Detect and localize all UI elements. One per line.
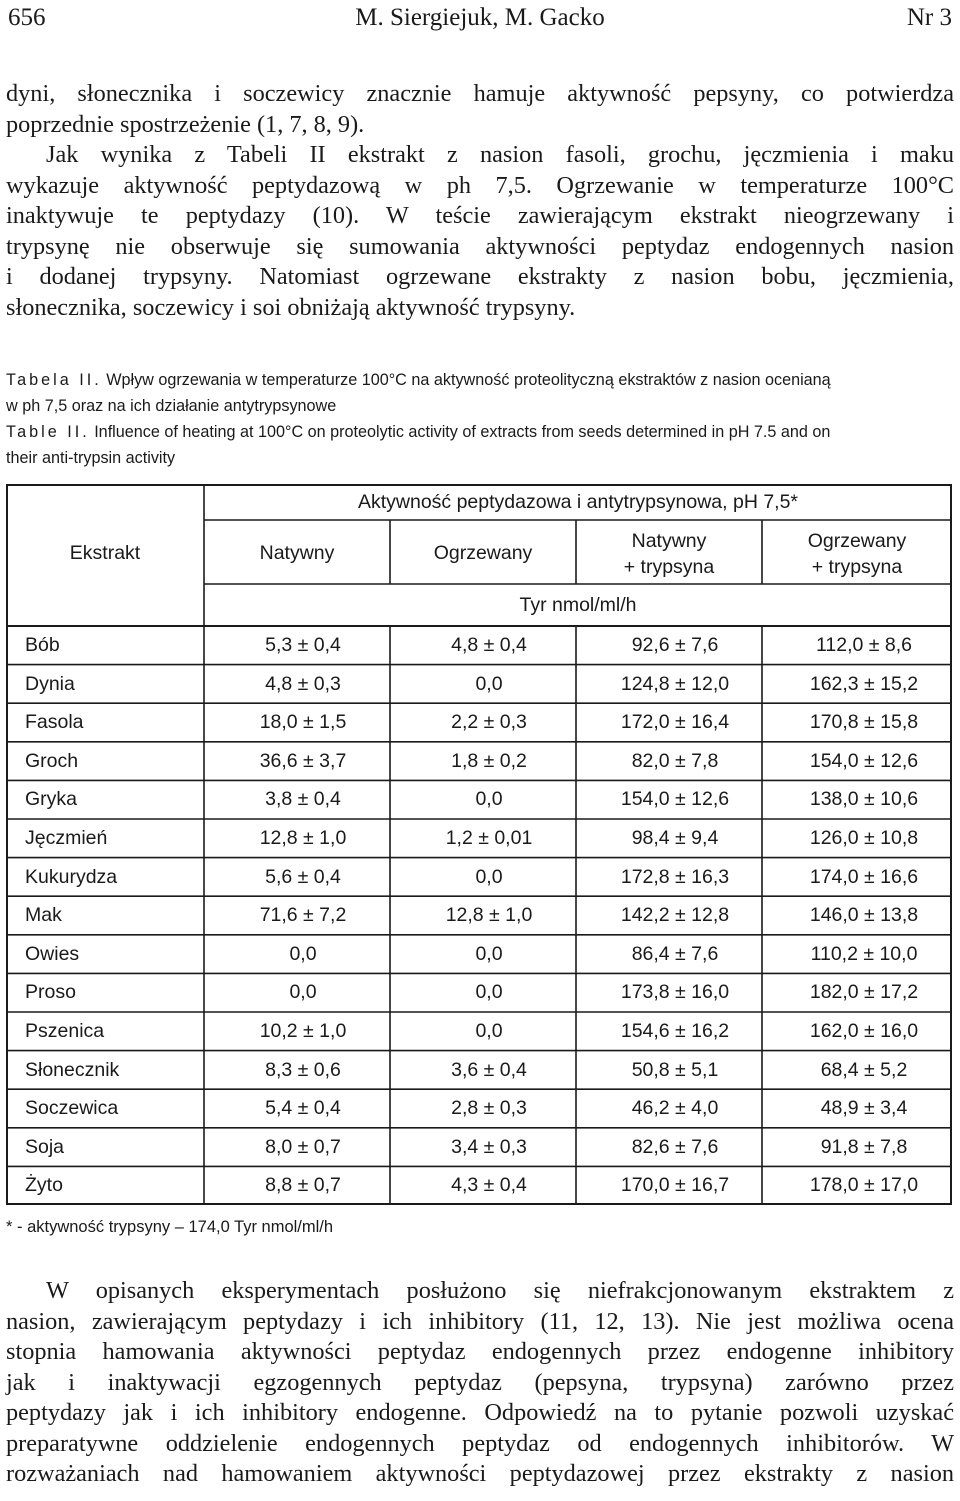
col-header-extract: Ekstrakt xyxy=(69,542,141,564)
cell-heated: 4,3 ± 0,4 xyxy=(451,1174,527,1197)
cell-native: 8,0 ± 0,7 xyxy=(265,1135,341,1158)
table-row xyxy=(6,819,952,858)
row-extract-name: Fasola xyxy=(25,711,84,734)
cell-heated-trypsin: 138,0 ± 10,6 xyxy=(809,788,919,811)
table-row xyxy=(6,896,952,935)
table-row xyxy=(6,742,952,781)
cell-native-trypsin: 172,0 ± 16,4 xyxy=(620,711,730,734)
row-extract-name: Gryka xyxy=(25,788,78,811)
col-header-heated-trypsin xyxy=(762,528,952,580)
col-header-heated-trypsin-line1: Ogrzewany xyxy=(807,530,907,552)
text-line: rozważaniach nad hamowaniem aktywności peptydazowej przez ekstrakty z nasion xyxy=(6,1460,954,1487)
table-row xyxy=(6,858,952,897)
text-line: poprzednie spostrzeżenie (1, 7, 8, 9). xyxy=(6,110,365,138)
cell-heated: 0,0 xyxy=(475,942,503,965)
col-header-heated-trypsin-line2: + trypsyna xyxy=(811,556,903,578)
cell-native-trypsin: 173,8 ± 16,0 xyxy=(620,981,730,1004)
cell-native: 12,8 ± 1,0 xyxy=(259,827,347,849)
unit-header: Tyr nmol/ml/h xyxy=(519,594,637,616)
row-extract-name: Soczewica xyxy=(25,1097,119,1120)
row-extract-name: Groch xyxy=(25,749,79,772)
cell-heated-trypsin: 170,8 ± 15,8 xyxy=(809,711,919,734)
table-row xyxy=(6,1166,952,1205)
cell-heated-trypsin: 162,0 ± 16,0 xyxy=(809,1020,919,1042)
cell-heated-trypsin: 48,9 ± 3,4 xyxy=(820,1097,908,1120)
cell-native: 5,3 ± 0,4 xyxy=(265,634,341,656)
row-extract-name: Dynia xyxy=(25,672,75,695)
cell-heated-trypsin: 112,0 ± 8,6 xyxy=(816,634,912,656)
page-number: 656 xyxy=(8,4,46,31)
issue-number: Nr 3 xyxy=(906,4,952,31)
cell-native-trypsin: 86,4 ± 7,6 xyxy=(631,942,719,965)
cell-native-trypsin: 142,2 ± 12,8 xyxy=(620,904,730,927)
cell-native-trypsin: 124,8 ± 12,0 xyxy=(620,672,730,695)
text-line: Jak wynika z Tabeli II ekstrakt z nasion fasoli, grochu, jęczmienia i maku xyxy=(46,141,954,168)
cell-heated: 3,6 ± 0,4 xyxy=(451,1058,527,1081)
col-header-group: Aktywność peptydazowa i antytrypsynowa, pH 7,5* xyxy=(357,491,799,513)
caption-en-line xyxy=(6,419,954,445)
col-header-native-trypsin-line1: Natywny xyxy=(631,530,707,552)
row-extract-name: Jęczmień xyxy=(25,827,108,849)
running-head xyxy=(8,0,952,36)
cell-native: 4,8 ± 0,3 xyxy=(265,672,341,695)
cell-native: 36,6 ± 3,7 xyxy=(259,749,347,772)
cell-native-trypsin: 82,6 ± 7,6 xyxy=(631,1135,719,1158)
cell-heated-trypsin: 182,0 ± 17,2 xyxy=(809,981,919,1004)
caption-en-line2: their anti-trypsin activity xyxy=(6,449,176,467)
text-line: dyni, słonecznika i soczewicy znacznie hamuje aktywność pepsyny, co potwierdza xyxy=(6,80,954,107)
text-line: W opisanych eksperymentach posłużono się niefrakcjonowanym ekstraktem z xyxy=(46,1277,954,1304)
col-header-native-trypsin xyxy=(576,528,762,580)
table-row xyxy=(6,665,952,704)
text-line: peptydazy jak i ich inhibitory endogenne. Odpowiedź na to pytanie pozwoli uzyskać xyxy=(6,1399,954,1426)
col-header-native-trypsin-line2: + trypsyna xyxy=(623,556,715,578)
table-row xyxy=(6,626,952,665)
cell-native: 0,0 xyxy=(289,942,317,965)
cell-native: 5,4 ± 0,4 xyxy=(265,1097,341,1120)
text-line: preparatywne oddzielenie endogennych peptydaz od endogennych inhibitorów. W xyxy=(6,1429,954,1457)
table-row xyxy=(6,1128,952,1167)
body-paragraph xyxy=(6,1276,954,1490)
cell-heated: 0,0 xyxy=(475,672,503,695)
cell-native-trypsin: 46,2 ± 4,0 xyxy=(631,1097,719,1120)
table-caption xyxy=(6,367,954,471)
table-row xyxy=(6,780,952,819)
text-line: inaktywuje te peptydazy (10). W teście zawierającym ekstrakt nieogrzewany i xyxy=(6,202,954,229)
row-extract-name: Pszenica xyxy=(25,1020,105,1042)
cell-native: 71,6 ± 7,2 xyxy=(259,904,347,927)
caption-en-text: Influence of heating at 100°C on proteolytic activity of extracts from seeds determined in pH 7.5 and on xyxy=(94,423,831,441)
table-row xyxy=(6,935,952,974)
cell-native: 3,8 ± 0,4 xyxy=(265,788,341,811)
cell-native-trypsin: 82,0 ± 7,8 xyxy=(631,749,719,772)
cell-heated-trypsin: 178,0 ± 17,0 xyxy=(809,1174,919,1197)
cell-native-trypsin: 154,6 ± 16,2 xyxy=(620,1020,730,1042)
row-extract-name: Proso xyxy=(25,981,76,1004)
cell-heated: 1,8 ± 0,2 xyxy=(451,749,527,772)
table-row xyxy=(6,1051,952,1090)
text-line: wykazuje aktywność peptydazową w ph 7,5. Ogrzewanie w temperaturze 100°C xyxy=(6,171,954,199)
cell-heated-trypsin: 91,8 ± 7,8 xyxy=(820,1135,908,1158)
text-line: jak i inaktywacji egzogennych peptydaz (pepsyna, trypsyna) zarówno przez xyxy=(6,1368,954,1396)
text-line: nasion, zawierającym peptydazy i ich inhibitory (11, 12, 13). Nie jest możliwa ocena xyxy=(6,1307,954,1335)
cell-heated: 2,2 ± 0,3 xyxy=(451,711,527,734)
cell-native: 0,0 xyxy=(289,981,317,1004)
cell-heated-trypsin: 162,3 ± 15,2 xyxy=(809,672,919,695)
text-line: słonecznika, soczewicy i soi obniżają aktywność trypsyny. xyxy=(6,293,576,321)
cell-heated: 3,4 ± 0,3 xyxy=(451,1135,527,1158)
cell-heated-trypsin: 110,2 ± 10,0 xyxy=(810,942,918,965)
caption-pl-text: Wpływ ogrzewania w temperaturze 100°C na aktywność proteolityczną ekstraktów z nasion ocenianą xyxy=(106,371,831,389)
row-extract-name: Owies xyxy=(25,942,80,965)
cell-heated: 0,0 xyxy=(475,865,503,888)
cell-heated-trypsin: 146,0 ± 13,8 xyxy=(809,904,919,927)
cell-native: 8,8 ± 0,7 xyxy=(265,1174,341,1197)
cell-native-trypsin: 154,0 ± 12,6 xyxy=(620,788,730,811)
table-row xyxy=(6,1089,952,1128)
cell-heated: 4,8 ± 0,4 xyxy=(451,634,527,656)
caption-en-label: Table II. xyxy=(6,423,90,441)
row-extract-name: Bób xyxy=(25,634,60,656)
cell-native: 8,3 ± 0,6 xyxy=(265,1058,341,1081)
text-line: i dodanej trypsyny. Natomiast ogrzewane ekstrakty z nasion bobu, jęczmienia, xyxy=(6,263,954,290)
cell-native-trypsin: 50,8 ± 5,1 xyxy=(631,1058,719,1081)
cell-native: 18,0 ± 1,5 xyxy=(259,711,347,734)
cell-native-trypsin: 98,4 ± 9,4 xyxy=(631,827,719,849)
cell-native-trypsin: 172,8 ± 16,3 xyxy=(620,865,730,888)
cell-heated-trypsin: 126,0 ± 10,8 xyxy=(809,827,919,849)
row-extract-name: Słonecznik xyxy=(25,1058,120,1081)
row-extract-name: Mak xyxy=(25,904,62,927)
table-row xyxy=(6,703,952,742)
row-extract-name: Żyto xyxy=(25,1174,63,1197)
cell-heated: 1,2 ± 0,01 xyxy=(445,827,533,849)
cell-heated: 0,0 xyxy=(475,1020,503,1042)
row-extract-name: Kukurydza xyxy=(25,865,118,888)
text-line: trypsynę nie obserwuje się sumowania aktywności peptydaz endogennych nasion xyxy=(6,232,954,260)
col-header-heated: Ogrzewany xyxy=(433,542,533,564)
table-row xyxy=(6,1012,952,1051)
text-line: stopnia hamowania aktywności peptydaz endogennych przez endogenne inhibitory xyxy=(6,1338,954,1365)
intro-paragraph xyxy=(6,79,954,323)
cell-heated: 12,8 ± 1,0 xyxy=(445,904,533,927)
cell-heated: 2,8 ± 0,3 xyxy=(451,1097,527,1120)
cell-native: 10,2 ± 1,0 xyxy=(259,1020,347,1042)
cell-heated-trypsin: 154,0 ± 12,6 xyxy=(809,749,919,772)
cell-heated: 0,0 xyxy=(475,788,503,811)
row-extract-name: Soja xyxy=(25,1135,65,1158)
running-head-authors: M. Siergiejuk, M. Gacko xyxy=(355,4,605,31)
caption-pl-line2: w ph 7,5 oraz na ich działanie antytrypsynowe xyxy=(6,397,337,415)
cell-native-trypsin: 92,6 ± 7,6 xyxy=(631,634,719,656)
cell-native-trypsin: 170,0 ± 16,7 xyxy=(620,1174,730,1197)
table-footnote: * - aktywność trypsyny – 174,0 Tyr nmol/ml/h xyxy=(6,1218,334,1236)
caption-pl-label: Tabela II. xyxy=(6,371,102,389)
col-header-native: Natywny xyxy=(259,542,335,564)
cell-heated-trypsin: 174,0 ± 16,6 xyxy=(809,865,919,888)
cell-heated-trypsin: 68,4 ± 5,2 xyxy=(820,1058,908,1081)
cell-native: 5,6 ± 0,4 xyxy=(265,865,341,888)
table-row xyxy=(6,973,952,1012)
caption-pl-line xyxy=(6,367,954,393)
cell-heated: 0,0 xyxy=(475,981,503,1004)
